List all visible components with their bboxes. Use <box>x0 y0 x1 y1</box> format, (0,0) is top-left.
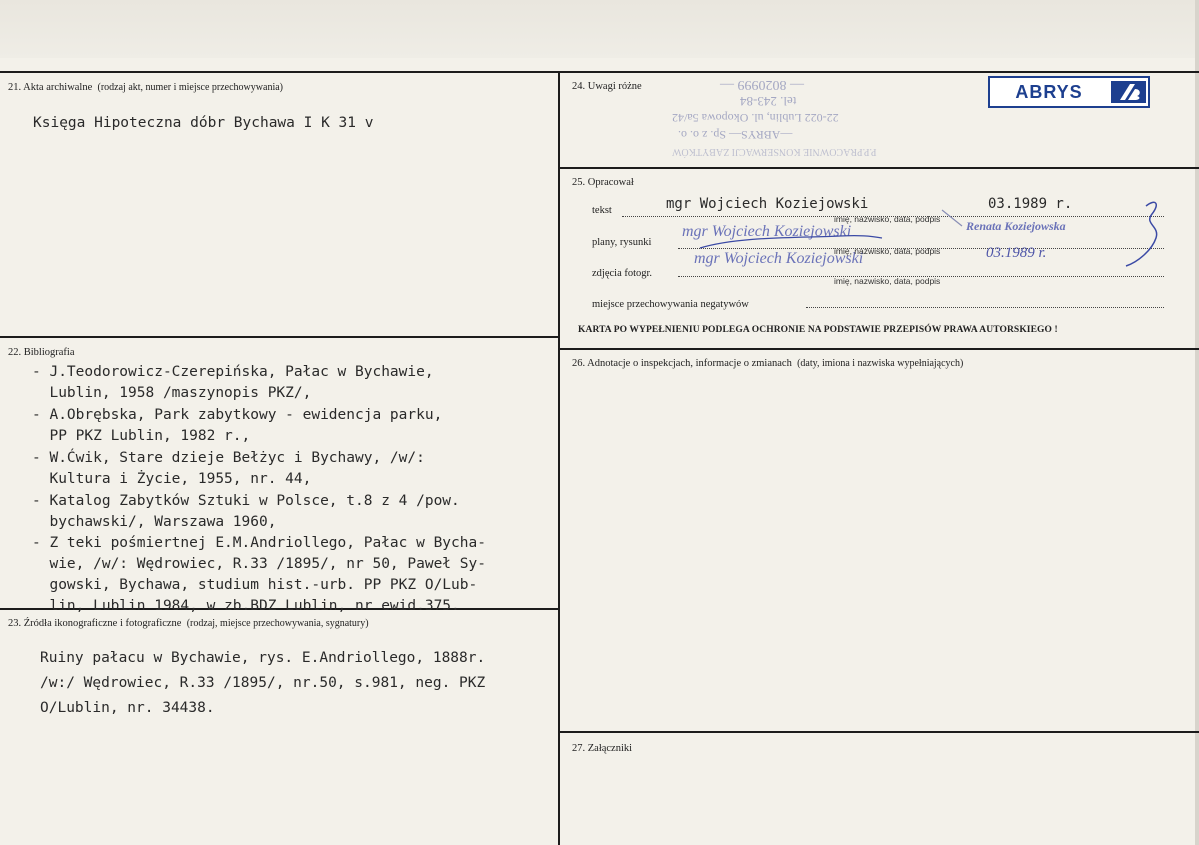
bibliography-item: - A.Obrębska, Park zabytkowy - ewidencja parku, PP PKZ Lublin, 1982 r., <box>32 407 443 444</box>
bibliography-item: - J.Teodorowicz-Czerepińska, Pałac w Bychawie, Lublin, 1958 /maszynopis PKZ/, <box>32 364 434 401</box>
field-caption: imię, nazwisko, data, podpis <box>834 214 941 224</box>
section-27-label: 27. Załączniki <box>572 743 633 754</box>
section-26-hint: (daty, imiona i nazwiska wypełniających) <box>797 358 964 369</box>
plans-author-label: plany, rysunki <box>592 237 652 248</box>
section-21-heading <box>8 82 283 93</box>
section-23-label: 23. Źródła ikonograficzne i fotograficzne <box>8 618 182 629</box>
bibliography-item: - Katalog Zabytków Sztuki w Polsce, t.8 z 4 /pow. bychawski/, Warszawa 1960, <box>32 493 460 530</box>
section-26-heading <box>572 358 963 369</box>
plans-date: 03.1989 r. <box>986 245 1047 261</box>
text-author-label: tekst <box>592 205 612 216</box>
center-divider <box>558 71 560 845</box>
bibliography-item: - W.Ćwik, Stare dzieje Bełżyc i Bychawy, /w/: Kultura i Życie, 1955, nr. 44, <box>32 450 425 487</box>
archival-records-text: Księga Hipoteczna dóbr Bychawa I K 31 v <box>33 115 374 131</box>
divider-25-26 <box>559 348 1199 350</box>
top-border <box>0 71 1199 73</box>
section-26-label: 26. Adnotacje o inspekcjach, informacje o zmianach <box>572 358 792 369</box>
text-author-value: mgr Wojciech Koziejowski <box>666 196 869 212</box>
section-23-heading <box>8 618 369 629</box>
checkmark-stroke <box>942 210 962 226</box>
logo-text: ABRYS <box>1015 82 1083 102</box>
card-top-band <box>0 0 1199 58</box>
section-21-label: 21. Akta archiwalne <box>8 82 93 93</box>
bibliography-item: - Z teki pośmiertnej E.M.Andriollego, Pałac w Bycha- wie, /w/: Wędrowiec, R.33 /1895/, nr 50, Paweł Sy- gowski, Bychawa, studium hist.-urb. PP PKZ O/Lub- lin, Lublin 1984, w zb.BDZ Lublin, nr ewid.375. <box>32 535 486 614</box>
abrys-mark-icon <box>1111 81 1146 103</box>
section-25-label: 25. Opracował <box>572 177 634 188</box>
section-21-hint: (rodzaj akt, numer i miejsce przechowywania) <box>97 82 283 93</box>
negatives-location-line <box>806 307 1164 308</box>
negatives-location-label: miejsce przechowywania negatywów <box>592 299 749 310</box>
plans-signature: mgr Wojciech Koziejowski <box>682 223 852 240</box>
signature-stroke <box>1126 202 1157 266</box>
photos-author-label: zdjęcia fotogr. <box>592 268 653 279</box>
divider-26-27 <box>559 731 1199 733</box>
stamp-line: —ABRYS— Sp. z o. o. <box>678 128 793 142</box>
divider-21-22 <box>0 336 559 338</box>
abrys-logo <box>988 76 1150 108</box>
section-24-label: 24. Uwagi różne <box>572 81 642 92</box>
stamp-line: tel. 243-84 <box>740 94 797 109</box>
divider-24-25 <box>559 167 1199 169</box>
copyright-warning: KARTA PO WYPEŁNIENIU PODLEGA OCHRONIE NA PODSTAWIE PRZEPISÓW PRAWA AUTORSKIEGO ! <box>578 325 1058 335</box>
section-22-label: 22. Bibliografia <box>8 347 75 358</box>
section-23-hint: (rodzaj, miejsce przechowywania, sygnatury) <box>186 618 369 629</box>
plans-signature: Renata Koziejowska <box>966 219 1066 233</box>
stamp-line: — 8020999 — <box>720 77 804 92</box>
text-author-date: 03.1989 r. <box>988 196 1073 212</box>
field-caption: imię, nazwisko, data, podpis <box>834 246 941 256</box>
field-caption: imię, nazwisko, data, podpis <box>834 276 941 286</box>
iconographic-sources-text: Ruiny pałacu w Bychawie, rys. E.Andriollego, 1888r. /w:/ Wędrowiec, R.33 /1895/, nr.50, s.981, neg. PKZ O/Lublin, nr. 34438. <box>40 650 486 716</box>
stamp-line: P.P.PRACOWNIE KONSERWACJI ZABYTKÓW <box>672 146 877 157</box>
card-right-edge <box>1195 0 1199 845</box>
stamp-line: 22-022 Lublin, ul. Okopowa 5a/42 <box>672 111 839 125</box>
plans-signature: mgr Wojciech Koziejowski <box>694 250 864 267</box>
